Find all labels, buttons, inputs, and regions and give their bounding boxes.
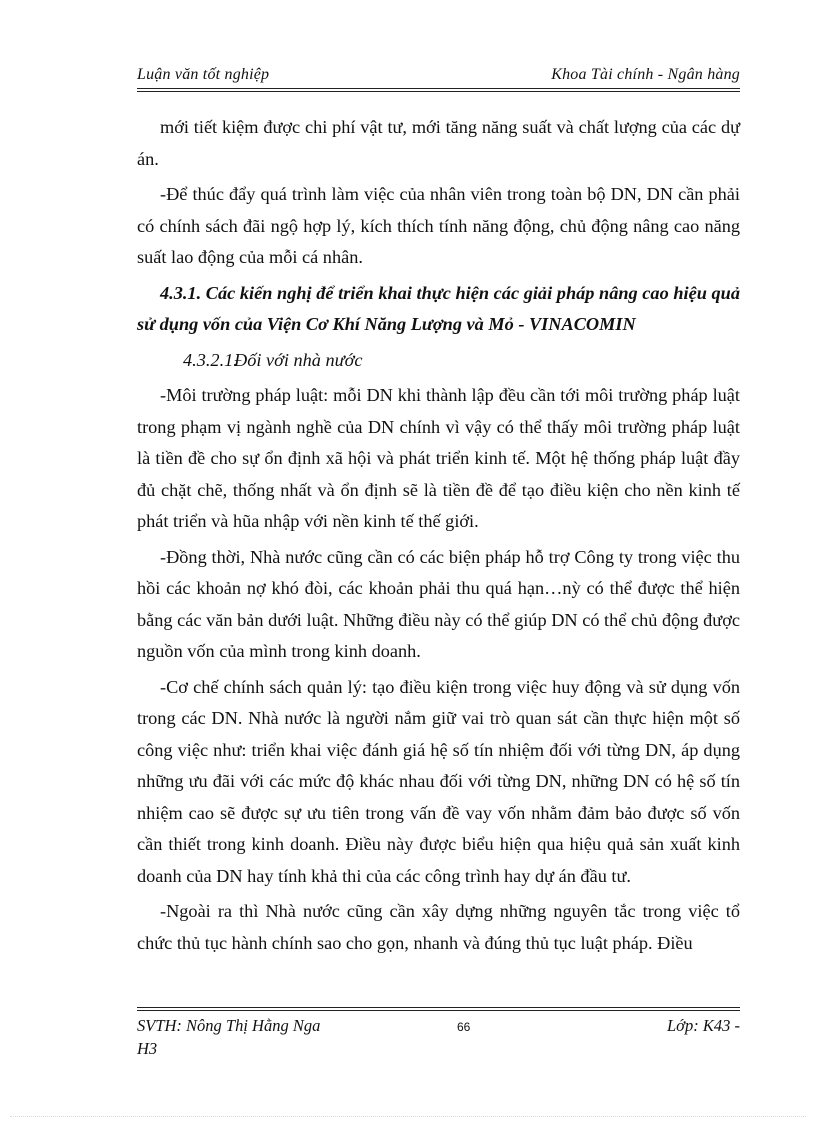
paragraph: -Đồng thời, Nhà nước cũng cần có các biện pháp hỗ trợ Công ty trong việc thu hồi các khoản nợ khó đòi, các khoản phải thu quá hạn…nỳ có thể được thể hiện bằng các văn bản dưới luật. Những điều này có thể giúp DN có thể chủ động được nguồn vốn của mình trong kinh doanh. — [137, 546, 740, 661]
section-heading: 4.3.1. Các kiến nghị để triển khai thực hiện các giải pháp nâng cao hiệu quả sử dụng vốn của Viện Cơ Khí Năng Lượng và Mỏ - VINACOMIN — [137, 282, 740, 334]
footer-class: Lớp: K43 - — [667, 1016, 740, 1035]
paragraph: -Ngoài ra thì Nhà nước cũng cần xây dựng những nguyên tắc trong việc tổ chức thủ tục hành chính sao cho gọn, nhanh và đúng thủ tục luật pháp. Điều — [137, 901, 740, 953]
footer-rule-bottom — [137, 1010, 740, 1011]
footer-author: SVTH: Nông Thị Hằng Nga — [137, 1016, 321, 1035]
paragraph: -Để thúc đẩy quá trình làm việc của nhân viên trong toàn bộ DN, DN cần phải có chính sách đãi ngộ hợp lý, kích thích tính năng động, chủ động nâng cao năng suất lao động của mỗi cá nhân. — [137, 184, 740, 267]
header-thesis-label: Luận văn tốt nghiệp — [137, 66, 270, 83]
header-rule-bottom — [137, 91, 740, 92]
page-footer — [137, 1015, 740, 1060]
header-rule-top — [137, 88, 740, 89]
paragraph: mới tiết kiệm được chi phí vật tư, mới tăng năng suất và chất lượng của các dự án. — [137, 117, 740, 169]
document-body — [137, 112, 740, 963]
footer-class-continued: H3 — [137, 1039, 158, 1058]
header-faculty-label: Khoa Tài chính - Ngân hàng — [551, 66, 740, 83]
subsection-number: 4.3.2.1. — [183, 349, 238, 370]
paragraph: -Môi trường pháp luật: mỗi DN khi thành lập đều cần tới môi trường pháp luật trong phạm vị ngành nghề của DN chính vì vậy có thể thấy môi trường pháp luật là tiền đề cho sự ổn định xã hội và phát triển kinh tế. Một hệ thống pháp luật đầy đủ chặt chẽ, thống nhất và ổn định sẽ là tiền đề để tạo điều kiện cho nền kinh tế phát triển và hũa nhập với nền kinh tế thế giới. — [137, 385, 740, 531]
subsection-heading — [137, 345, 740, 377]
page-bottom-divider — [10, 1116, 806, 1117]
paragraph: -Cơ chế chính sách quản lý: tạo điều kiện trong việc huy động và sử dụng vốn trong các DN. Nhà nước là người nắm giữ vai trò quan sát cần thực hiện một số công việc như: triển khai việc đánh giá hệ số tín nhiệm đối với từng DN, áp dụng những ưu đãi với các mức độ khác nhau đối với từng DN, những DN có hệ số tín nhiệm cao sẽ được sự ưu tiên trong vấn đề vay vốn nhằm đảm bảo được số vốn cần thiết trong kinh doanh. Điều này được biểu hiện qua hiệu quả sản xuất kinh doanh của DN hay tính khả thi của các công trình hay dự án đầu tư. — [137, 676, 740, 886]
page-number: 66 — [457, 1020, 471, 1034]
subsection-title: Đối với nhà nước — [234, 349, 363, 370]
footer-rule-top — [137, 1007, 740, 1008]
page-header — [137, 66, 740, 84]
